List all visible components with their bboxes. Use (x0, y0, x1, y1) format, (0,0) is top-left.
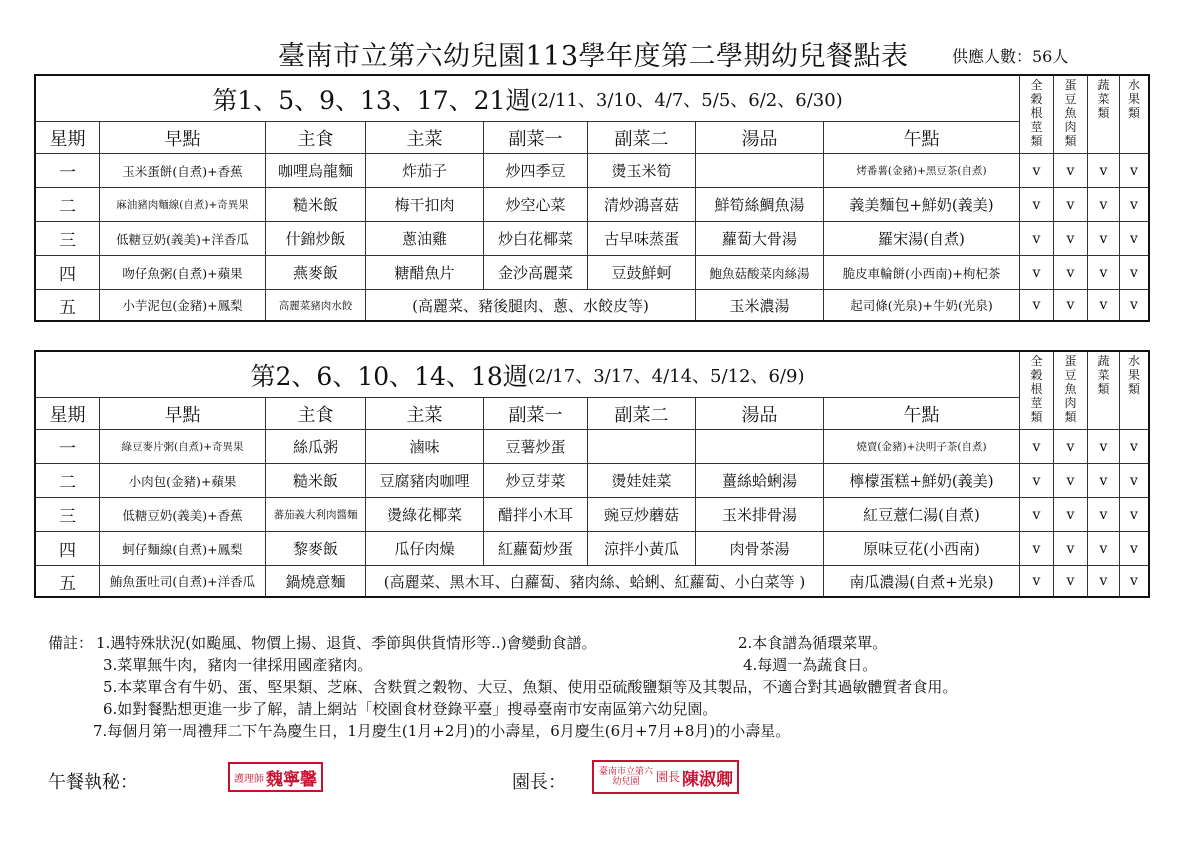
check-mark: v (1088, 290, 1120, 320)
secretary-stamp (228, 762, 323, 792)
check-col-char: 魚 (1064, 106, 1077, 120)
week-header (36, 76, 1020, 122)
cell-breakfast: 綠豆麥片粥(自煮)+奇異果 (100, 430, 266, 464)
check-mark: v (1120, 188, 1148, 222)
column-header: 星期 (36, 122, 100, 154)
principal-stamp-org: 臺南市立第六幼兒園 (598, 767, 653, 787)
note-5: 5.本菜單含有牛奶、蛋、堅果類、芝麻、含麩質之穀物、大豆、魚類、使用亞硫酸鹽類等及其製品，不適合對其過敏體質者食用。 (103, 678, 958, 696)
check-mark: v (1120, 430, 1148, 464)
check-col-char: 類 (1097, 382, 1110, 396)
supply-count: 供應人數：56人 (952, 47, 1069, 66)
cell-main: 糖醋魚片 (366, 256, 484, 290)
cell-day: 四 (36, 532, 100, 566)
check-mark: v (1130, 573, 1138, 589)
check-col-header (1120, 352, 1148, 430)
check-mark: v (1120, 256, 1148, 290)
column-header: 午點 (824, 122, 1020, 154)
cell-snack: 脆皮車輪餅(小西南)+枸杞茶 (824, 256, 1020, 290)
check-mark: v (1020, 222, 1054, 256)
cell-day: 二 (36, 464, 100, 498)
note-6: 6.如對餐點想更進一步了解，請上網站「校園食材登錄平臺」搜尋臺南市安南區第六幼兒園。 (103, 700, 718, 718)
check-col-char: 菜 (1097, 368, 1110, 382)
check-mark: v (1054, 566, 1088, 596)
week-dates: (2/17、3/17、4/14、5/12、6/9) (527, 365, 805, 387)
secretary-stamp-name: 魏寧馨 (266, 769, 317, 790)
cell-breakfast: 玉米蛋餅(自煮)+香蕉 (100, 154, 266, 188)
cell-main: 瓜仔肉燥 (366, 532, 484, 566)
cell-merged: (高麗菜、黑木耳、白蘿蔔、豬肉絲、蛤蜊、紅蘿蔔、小白菜等 ) (366, 566, 824, 596)
check-col-header (1088, 76, 1120, 154)
cell-side1: 炒空心菜 (484, 188, 588, 222)
cell-snack: 原味豆花(小西南) (824, 532, 1020, 566)
check-col-char: 豆 (1064, 92, 1077, 106)
cell-main: 豆腐豬肉咖哩 (366, 464, 484, 498)
cell-breakfast: 低糖豆奶(義美)+洋香瓜 (100, 222, 266, 256)
cell-snack: 紅豆薏仁湯(自煮) (824, 498, 1020, 532)
column-header: 副菜一 (484, 398, 588, 430)
cell-staple: 燕麥飯 (266, 256, 366, 290)
cell-day: 一 (36, 154, 100, 188)
cell-staple: 蕃茄義大利肉醬麵 (266, 498, 366, 532)
note-1: 1.遇特殊狀況(如颱風、物價上揚、退貨、季節與供貨情形等..)會變動食譜。 (96, 634, 597, 652)
check-mark: v (1088, 566, 1120, 596)
cell-day: 一 (36, 430, 100, 464)
cell-side2: 燙玉米筍 (588, 154, 696, 188)
check-mark: v (1020, 154, 1054, 188)
cell-side1: 炒四季豆 (484, 154, 588, 188)
check-col-char: 根 (1030, 106, 1043, 120)
cell-day: 二 (36, 188, 100, 222)
check-col-char: 類 (1030, 410, 1043, 424)
check-mark: v (1020, 566, 1054, 596)
notes-label: 備註： (48, 634, 94, 652)
note-7: 7.每個月第一周禮拜二下午為慶生日，1月慶生(1月+2月)的小壽星，6月慶生(6月+7月+8月)的小壽星。 (93, 722, 791, 740)
cell-main: 炸茄子 (366, 154, 484, 188)
check-col-char: 莖 (1030, 396, 1043, 410)
column-header: 午點 (824, 398, 1020, 430)
note-3: 3.菜單無牛肉，豬肉一律採用國產豬肉。 (103, 656, 373, 674)
cell-snack: 燒賣(金豬)+決明子茶(自煮) (824, 430, 1020, 464)
cell-snack: 羅宋湯(自煮) (824, 222, 1020, 256)
cell-staple: 糙米飯 (266, 464, 366, 498)
cell-main: 蔥油雞 (366, 222, 484, 256)
check-mark: v (1088, 430, 1120, 464)
cell-day: 三 (36, 222, 100, 256)
check-col-header (1054, 352, 1088, 430)
cell-soup: 蘿蔔大骨湯 (696, 222, 824, 256)
menu-table-2 (34, 350, 1150, 598)
column-header: 副菜二 (588, 398, 696, 430)
cell-soup: 肉骨茶湯 (696, 532, 824, 566)
check-col-header (1088, 352, 1120, 430)
check-mark: v (1088, 154, 1120, 188)
cell-side2 (588, 430, 696, 464)
week-label: 第1、5、9、13、17、21週 (212, 85, 531, 115)
check-mark: v (1054, 464, 1088, 498)
check-col-char: 果 (1127, 92, 1140, 106)
week-label: 第2、6、10、14、18週 (250, 361, 528, 391)
check-mark: v (1088, 222, 1120, 256)
cell-merged: (高麗菜、豬後腿肉、蔥、水餃皮等) (366, 290, 696, 320)
menu-table-1 (34, 74, 1150, 322)
check-mark: v (1088, 498, 1120, 532)
check-mark: v (1088, 188, 1120, 222)
check-mark: v (1020, 430, 1054, 464)
cell-side2: 古早味蒸蛋 (588, 222, 696, 256)
check-col-char: 穀 (1030, 368, 1043, 382)
cell-side2: 清炒鴻喜菇 (588, 188, 696, 222)
column-header: 星期 (36, 398, 100, 430)
check-col-char: 莖 (1030, 120, 1043, 134)
check-mark: v (1120, 498, 1148, 532)
check-col-char: 水 (1127, 78, 1140, 92)
check-mark: v (1088, 464, 1120, 498)
week-dates: (2/11、3/10、4/7、5/5、6/2、6/30) (530, 89, 843, 111)
secretary-label: 午餐執秘： (48, 772, 138, 793)
check-mark: v (1054, 290, 1088, 320)
check-col-char: 全 (1030, 354, 1043, 368)
check-mark: v (1120, 532, 1148, 566)
cell-side2: 燙娃娃菜 (588, 464, 696, 498)
check-col-char: 蛋 (1064, 78, 1077, 92)
cell-soup: 玉米排骨湯 (696, 498, 824, 532)
cell-breakfast: 低糖豆奶(義美)+香蕉 (100, 498, 266, 532)
check-mark: v (1120, 464, 1148, 498)
cell-day: 三 (36, 498, 100, 532)
cell-breakfast: 麻油豬肉麵線(自煮)+奇異果 (100, 188, 266, 222)
cell-snack: 檸檬蛋糕+鮮奶(義美) (824, 464, 1020, 498)
check-col-header (1020, 76, 1054, 154)
cell-staple: 絲瓜粥 (266, 430, 366, 464)
cell-day: 四 (36, 256, 100, 290)
check-mark: v (1054, 154, 1088, 188)
column-header: 副菜一 (484, 122, 588, 154)
cell-soup: 玉米濃湯 (696, 290, 824, 320)
cell-breakfast: 鮪魚蛋吐司(自煮)+洋香瓜 (100, 566, 266, 596)
cell-breakfast: 蚵仔麵線(自煮)+鳳梨 (100, 532, 266, 566)
check-mark: v (1020, 290, 1054, 320)
cell-staple: 糙米飯 (266, 188, 366, 222)
column-header: 副菜二 (588, 122, 696, 154)
principal-stamp-name: 陳淑卿 (682, 769, 734, 790)
column-header: 主菜 (366, 122, 484, 154)
check-mark: v (1020, 464, 1054, 498)
cell-breakfast: 小肉包(金豬)+蘋果 (100, 464, 266, 498)
check-col-char: 類 (1127, 382, 1140, 396)
cell-side1: 紅蘿蔔炒蛋 (484, 532, 588, 566)
check-mark: v (1120, 154, 1148, 188)
check-col-char: 肉 (1064, 396, 1077, 410)
check-col-char: 類 (1097, 106, 1110, 120)
check-mark: v (1054, 532, 1088, 566)
column-header: 早點 (100, 398, 266, 430)
cell-staple: 黎麥飯 (266, 532, 366, 566)
check-mark: v (1020, 532, 1054, 566)
check-mark: v (1088, 532, 1120, 566)
check-mark: v (1054, 498, 1088, 532)
cell-breakfast: 小芋泥包(金豬)+鳳梨 (100, 290, 266, 320)
check-mark: v (1054, 222, 1088, 256)
column-header: 主菜 (366, 398, 484, 430)
cell-breakfast: 吻仔魚粥(自煮)+蘋果 (100, 256, 266, 290)
cell-snack: 南瓜濃湯(自煮+光泉) (824, 566, 1020, 596)
check-col-header (1020, 352, 1054, 430)
week-header (36, 352, 1020, 398)
check-col-char: 肉 (1064, 120, 1077, 134)
check-col-char: 根 (1030, 382, 1043, 396)
check-col-char: 類 (1064, 134, 1077, 148)
cell-soup (696, 430, 824, 464)
cell-day: 五 (36, 566, 100, 596)
column-header: 早點 (100, 122, 266, 154)
check-col-char: 菜 (1097, 92, 1110, 106)
check-col-char: 類 (1030, 134, 1043, 148)
check-col-char: 類 (1127, 106, 1140, 120)
cell-staple: 高麗菜豬肉水餃 (266, 290, 366, 320)
check-mark: v (1054, 188, 1088, 222)
cell-day: 五 (36, 290, 100, 320)
check-mark: v (1020, 256, 1054, 290)
column-header: 湯品 (696, 398, 824, 430)
column-header: 主食 (266, 398, 366, 430)
cell-side1: 金沙高麗菜 (484, 256, 588, 290)
check-col-char: 豆 (1064, 368, 1077, 382)
cell-side1: 炒白花椰菜 (484, 222, 588, 256)
cell-soup: 鮑魚菇酸菜肉絲湯 (696, 256, 824, 290)
cell-main: 燙綠花椰菜 (366, 498, 484, 532)
check-col-header (1054, 76, 1088, 154)
principal-stamp (592, 760, 739, 794)
cell-main: 滷味 (366, 430, 484, 464)
cell-side2: 豌豆炒蘑菇 (588, 498, 696, 532)
page-title: 臺南市立第六幼兒園113學年度第二學期幼兒餐點表 (278, 41, 909, 72)
cell-snack: 烤番薯(金豬)+黑豆茶(自煮) (824, 154, 1020, 188)
column-header: 湯品 (696, 122, 824, 154)
check-col-char: 蔬 (1097, 354, 1110, 368)
cell-side1: 豆薯炒蛋 (484, 430, 588, 464)
check-col-char: 全 (1030, 78, 1043, 92)
principal-stamp-title: 園長 (656, 770, 681, 784)
cell-side1: 醋拌小木耳 (484, 498, 588, 532)
cell-soup: 薑絲蛤蜊湯 (696, 464, 824, 498)
cell-side1: 炒豆芽菜 (484, 464, 588, 498)
cell-main: 梅干扣肉 (366, 188, 484, 222)
cell-side2: 涼拌小黃瓜 (588, 532, 696, 566)
check-col-header (1120, 76, 1148, 154)
check-col-char: 蛋 (1064, 354, 1077, 368)
check-mark: v (1120, 222, 1148, 256)
cell-staple: 咖哩烏龍麵 (266, 154, 366, 188)
cell-snack: 義美麵包+鮮奶(義美) (824, 188, 1020, 222)
cell-staple: 鍋燒意麵 (266, 566, 366, 596)
secretary-stamp-title: 護理師 (234, 773, 264, 785)
check-col-char: 魚 (1064, 382, 1077, 396)
check-col-char: 類 (1064, 410, 1077, 424)
cell-soup: 鮮筍絲鯛魚湯 (696, 188, 824, 222)
note-4: 4.每週一為蔬食日。 (743, 656, 878, 674)
check-col-char: 蔬 (1097, 78, 1110, 92)
check-col-char: 穀 (1030, 92, 1043, 106)
cell-soup (696, 154, 824, 188)
check-col-char: 果 (1127, 368, 1140, 382)
cell-staple: 什錦炒飯 (266, 222, 366, 256)
principal-label: 園長： (512, 772, 566, 793)
cell-snack: 起司條(光泉)+牛奶(光泉) (824, 290, 1020, 320)
check-col-char: 水 (1127, 354, 1140, 368)
note-2: 2.本食譜為循環菜單。 (738, 634, 888, 652)
check-mark: v (1054, 256, 1088, 290)
check-mark: v (1020, 188, 1054, 222)
check-mark: v (1054, 430, 1088, 464)
cell-side2: 豆鼓鮮蚵 (588, 256, 696, 290)
check-mark: v (1020, 498, 1054, 532)
column-header: 主食 (266, 122, 366, 154)
check-mark: v (1130, 297, 1138, 313)
check-mark: v (1088, 256, 1120, 290)
